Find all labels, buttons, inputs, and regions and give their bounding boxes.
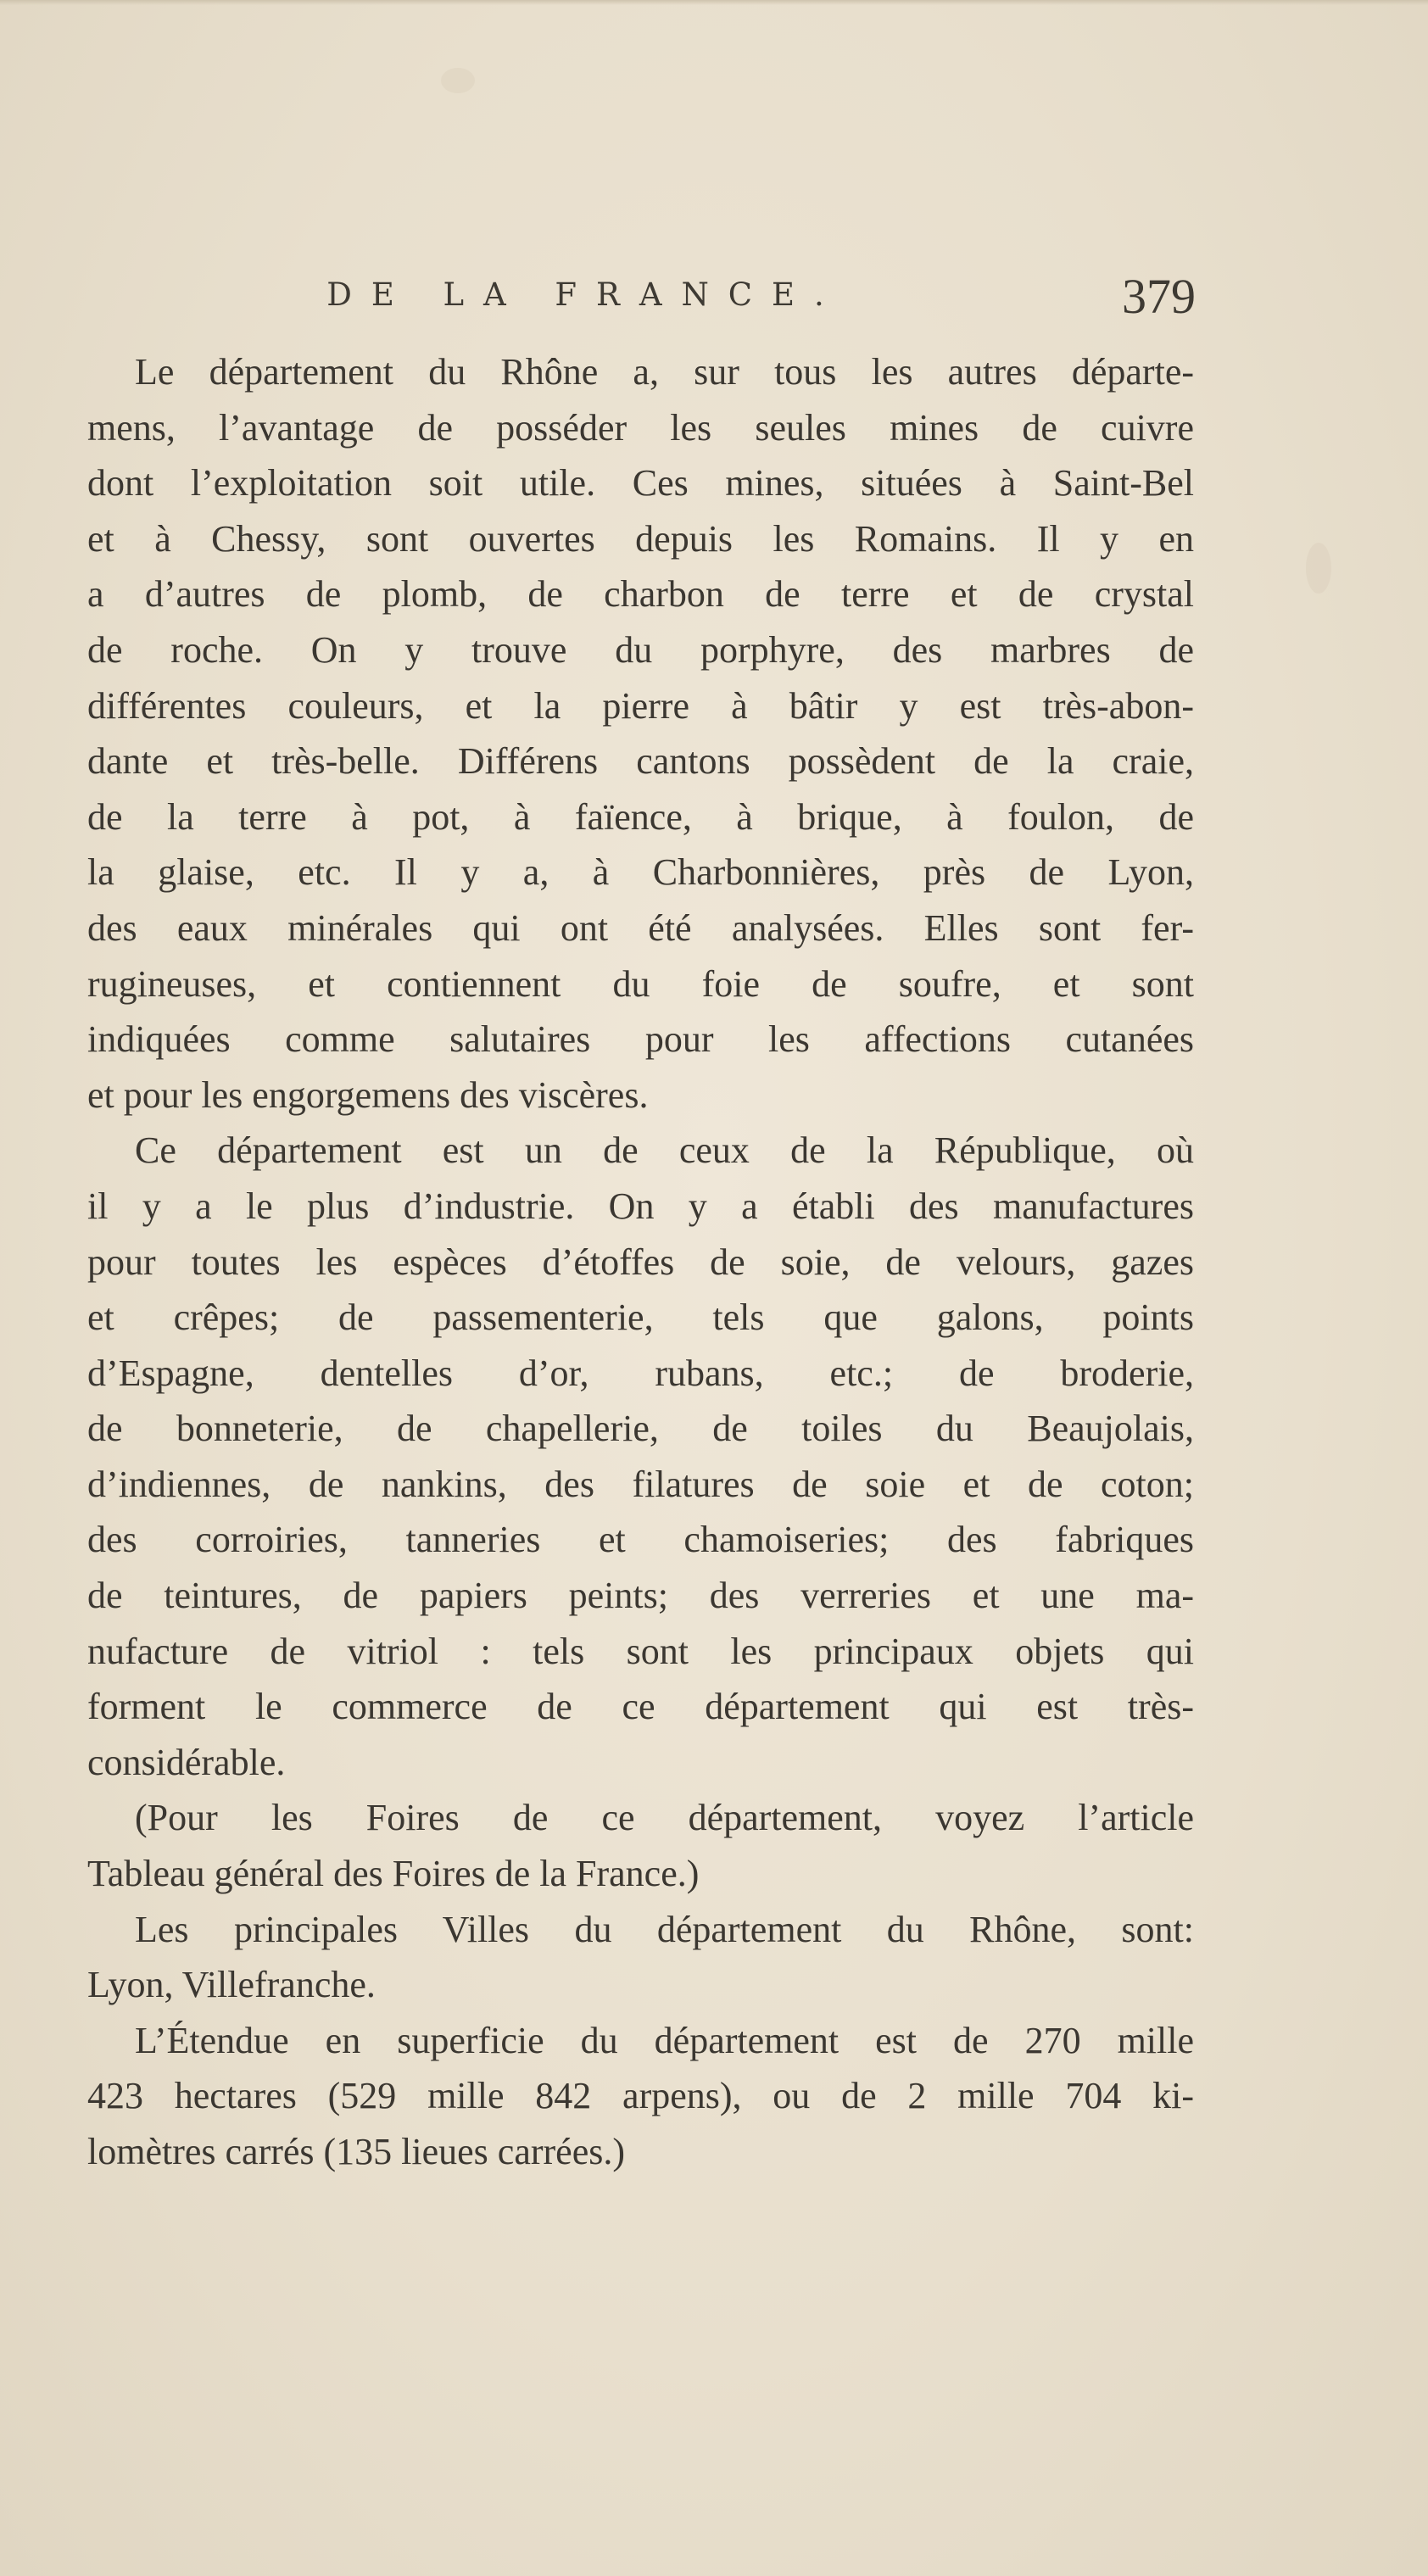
text-line: et pour les engorgemens des viscères. xyxy=(87,1073,649,1116)
paper-stain xyxy=(441,68,475,93)
running-title: DE LA FRANCE. xyxy=(326,276,844,313)
text-line: de bonneterie, de chapellerie, de toiles du Beaujolais, xyxy=(87,1408,1194,1450)
text-line: dont l’exploitation soit utile. Ces mines, situées à Saint-Bel xyxy=(87,462,1194,505)
text-line: des corroiries, tanneries et chamoiseries; des fabriques xyxy=(87,1519,1194,1561)
text-line: a d’autres de plomb, de charbon de terre et de crystal xyxy=(87,573,1194,616)
text-line: Tableau général des Foires de la France.) xyxy=(87,1853,700,1895)
text-line: différentes couleurs, et la pierre à bâtir y est très-abon- xyxy=(87,684,1194,727)
text-line: rugineuses, et contiennent du foie de soufre, et sont xyxy=(87,962,1194,1005)
text-line: il y a le plus d’industrie. On y a établi des manufactures xyxy=(87,1185,1194,1227)
page-top-edge xyxy=(0,0,1428,5)
text-line: L’Étendue en superficie du département est de 270 mille xyxy=(135,2019,1194,2061)
paper-stain xyxy=(1306,543,1331,594)
text-line: la glaise, etc. Il y a, à Charbonnières, près de Lyon, xyxy=(87,851,1194,894)
page-header xyxy=(85,268,1196,336)
text-line: Lyon, Villefranche. xyxy=(87,1964,376,2006)
text-line: forment le commerce de ce département qui est très- xyxy=(87,1686,1194,1728)
text-line: Les principales Villes du département du Rhône, sont: xyxy=(135,1908,1194,1950)
text-line: (Pour les Foires de ce département, voyez l’article xyxy=(135,1797,1194,1839)
text-line: indiquées comme salutaires pour les affections cutanées xyxy=(87,1018,1194,1061)
text-line: Ce département est un de ceux de la République, où xyxy=(135,1129,1194,1172)
text-line: mens, l’avantage de posséder les seules mines de cuivre xyxy=(87,406,1194,449)
page-number: 379 xyxy=(1122,269,1196,324)
text-line: 423 hectares (529 mille 842 arpens), ou de 2 mille 704 ki- xyxy=(87,2075,1194,2117)
text-line: lomètres carrés (135 lieues carrées.) xyxy=(87,2131,626,2172)
body-text xyxy=(87,344,1194,2180)
text-line: dante et très-belle. Différens cantons possèdent de la craie, xyxy=(87,740,1194,783)
text-line: et à Chessy, sont ouvertes depuis les Romains. Il y en xyxy=(87,517,1194,560)
text-line: d’indiennes, de nankins, des filatures de soie et de coton; xyxy=(87,1463,1194,1505)
text-line: de la terre à pot, à faïence, à brique, à foulon, de xyxy=(87,795,1194,838)
text-line: et crêpes; de passementerie, tels que galons, points xyxy=(87,1296,1194,1339)
text-line: de teintures, de papiers peints; des verreries et une ma- xyxy=(87,1575,1194,1617)
text-line: nufacture de vitriol : tels sont les principaux objets qui xyxy=(87,1630,1194,1672)
text-line: considérable. xyxy=(87,1741,286,1783)
text-line: des eaux minérales qui ont été analysées. Elles sont fer- xyxy=(87,906,1194,949)
text-line: pour toutes les espèces d’étoffes de soie, de velours, gazes xyxy=(87,1241,1194,1283)
text-line: d’Espagne, dentelles d’or, rubans, etc.; de broderie, xyxy=(87,1352,1194,1394)
text-line: Le département du Rhône a, sur tous les autres départe- xyxy=(135,351,1194,393)
text-line: de roche. On y trouve du porphyre, des marbres de xyxy=(87,628,1194,671)
